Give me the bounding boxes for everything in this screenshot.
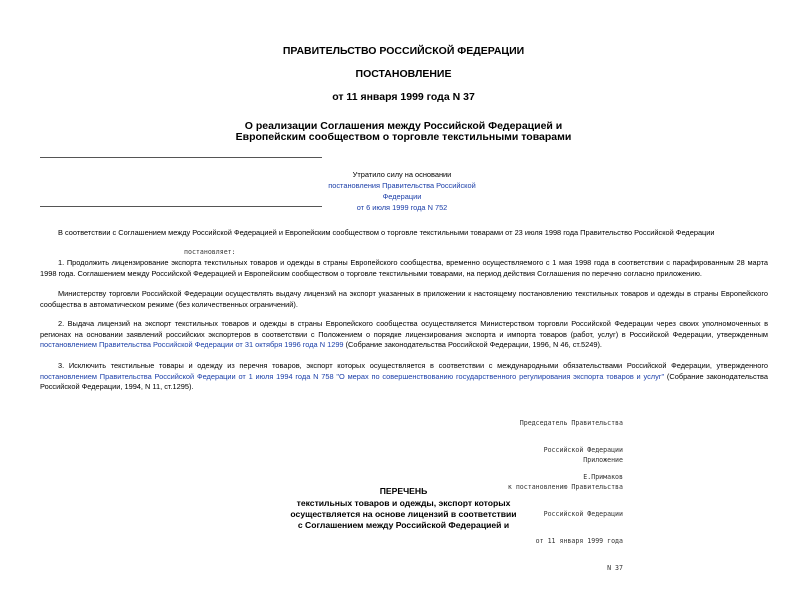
appendix-line-5: N 37 [607,564,623,572]
list-subtitle-line-3: с Соглашением между Российской Федерацией и [297,520,510,530]
signature-line-3: Е.Примаков [583,473,623,481]
appendix-line-2: к постановлению Правительства [507,483,623,491]
paragraph-2-text: 2. Выдача лицензий на экспорт текстильных товаров и одежды в страны Европейского сообщества осуществляется Министерством торговли Российской Федерации через своих уполномоченных в регионах на основании заявлений российских экспортеров в соответствии с Положением о порядке лицензирования экспорта и импорта товаров (работ, услуг) в Российской Федерации, утвержденным [40,319,768,339]
intro-paragraph: В соответствии с Соглашением между Российской Федерацией и Европейским сообществом о торговле текстильными товарами от 23 июля 1998 года Правительство Российской Федерации [58,228,715,237]
list-subtitle-line-1: текстильных товаров и одежды, экспорт которых [296,498,511,508]
signature-line-1: Председатель Правительства [519,419,623,427]
paragraph-ministry: Министерству торговли Российской Федерации осуществлять выдачу лицензий на экспорт указанных в приложении к настоящему постановлению текстильных товаров и одежды в страны Европейского сообщества в автоматическом режиме (без количественных ограничений). [40,289,768,309]
government-title: ПРАВИТЕЛЬСТВО РОССИЙСКОЙ ФЕДЕРАЦИИ [282,45,525,57]
decree-758-title-link[interactable]: "О мерах по совершенствованию государственного регулирования экспорта товаров и услуг" [336,371,665,381]
appendix-line-4: от 11 января 1999 года [535,537,623,545]
decides-label: постановляет: [184,248,236,256]
paragraph-3 [40,361,768,393]
list-subtitle-line-2: осуществляется на основе лицензий в соответствии [290,509,517,519]
annul-note-text: Утратило силу на основании [352,170,452,179]
document-type: ПОСТАНОВЛЕНИЕ [355,68,452,80]
document-date: от 11 января 1999 года N 37 [332,91,475,103]
divider-top [40,157,322,158]
decree-1299-link[interactable]: постановлением Правительства Российской Федерации от 31 октября 1996 года N 1299 [40,340,344,349]
paragraph-2 [40,319,768,351]
signature-line-2: Российской Федерации [543,446,623,454]
paragraph-1: 1. Продолжить лицензирование экспорта текстильных товаров и одежды в страны Европейского сообщества, временно осуществляемого с 1 мая 1998 года в соответствии с парафированным 28 марта 1998 года. Соглашением между Российской Федерацией и Европейским сообществом о торговле текстильными товарами, на период действия Соглашения по перечню согласно приложению. [40,258,768,278]
divider-bottom [40,206,322,207]
appendix-line-3: Российской Федерации [543,510,623,518]
subject-line-1: О реализации Соглашения между Российской Федерацией и [244,120,563,132]
annul-note [322,169,482,213]
decree-758-link[interactable]: постановлением Правительства Российской Федерации от 1 июля 1994 года N 758 [40,371,334,381]
paragraph-3-tail: (Собрание законодательства Российской Федерации, 1994, N 11, ст.1295). [40,371,768,391]
annul-note-link-line2[interactable]: от 6 июля 1999 года N 752 [356,203,448,212]
paragraph-3-text: 3. Исключить текстильные товары и одежду из перечня товаров, экспорт которых осуществляется в соответствии с международными обязательствами Российской Федерации, утвержденного [58,361,768,370]
list-title: ПЕРЕЧЕНЬ [379,486,428,496]
paragraph-2-tail: (Собрание законодательства Российской Федерации, 1996, N 46, ст.5249). [343,340,602,349]
appendix-line-1: Приложение [583,456,623,464]
annul-note-link-line1[interactable]: постановления Правительства Российской Федерации [328,181,476,201]
subject-line-2: Европейским сообществом о торговле текстильными товарами [235,131,572,143]
